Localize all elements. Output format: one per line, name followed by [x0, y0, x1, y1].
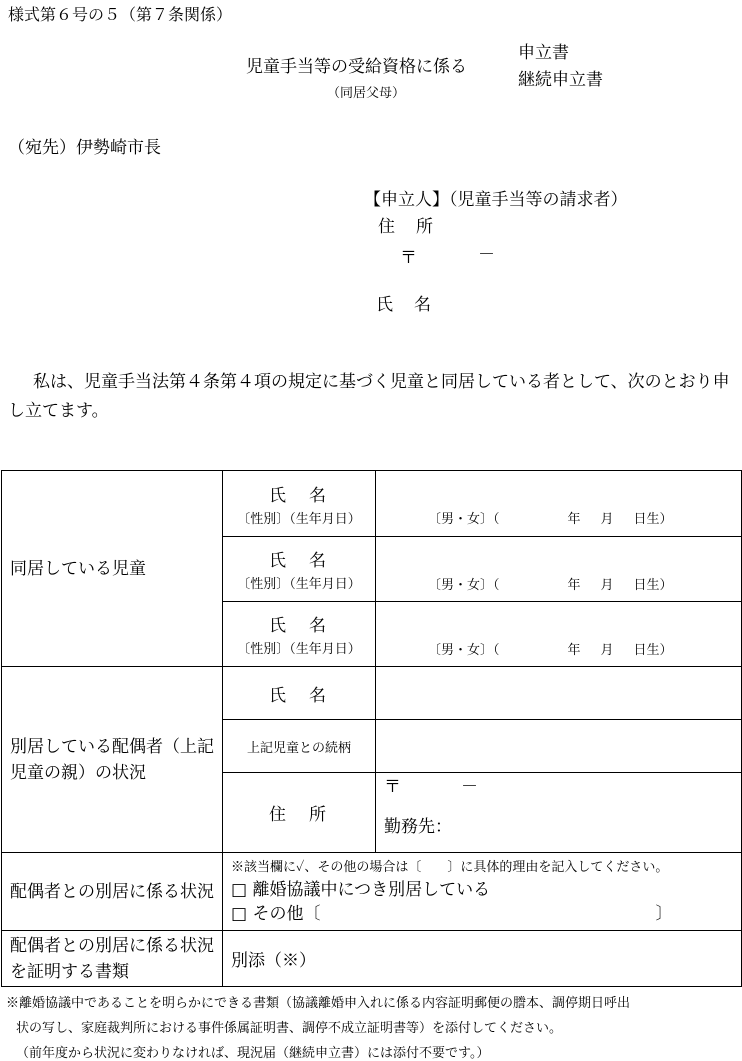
form-title: 児童手当等の受給資格に係る	[246, 57, 467, 77]
spouse-address-entry[interactable]	[376, 773, 742, 853]
child-year: 年	[567, 642, 581, 658]
child-gender-text: 〔男・女〕（	[428, 642, 500, 658]
spouse-address-label: 住 所	[223, 773, 376, 853]
spouse-name-entry[interactable]	[376, 667, 742, 720]
separation-option-other-close: 〕	[655, 903, 673, 924]
spouse-postal-mark: 〒	[384, 777, 401, 797]
spouse-section-label: 別居している配偶者（上記児童の親）の状況	[2, 667, 223, 853]
child-year: 年	[567, 577, 581, 593]
separation-option-divorce[interactable]: □ 離婚協議中につき別居している	[231, 879, 491, 900]
applicant-name-label: 氏 名	[376, 295, 433, 315]
spouse-workplace-label: 勤務先：	[384, 817, 452, 837]
applicant-heading: 【申立人】（児童手当等の請求者）	[364, 190, 628, 210]
child-month: 月	[600, 577, 614, 593]
child-month: 月	[600, 642, 614, 658]
child-2-label	[223, 537, 376, 602]
child-2-entry[interactable]	[376, 537, 742, 602]
spouse-relation-label: 上記児童との続柄	[223, 720, 376, 773]
form-subtitle: （同居父母）	[327, 86, 406, 101]
child-day: 日生）	[633, 512, 673, 527]
child-gender-text: 〔男・女〕（	[428, 512, 500, 527]
child-sub-label: 〔性別〕（生年月日）	[237, 642, 361, 657]
applicant-postal-dash: －	[478, 245, 495, 265]
spouse-relation-entry[interactable]	[376, 720, 742, 773]
proof-section-label: 配偶者との別居に係る状況を証明する書類	[2, 931, 223, 987]
child-name-label: 氏 名	[269, 551, 329, 571]
child-day: 日生）	[633, 642, 673, 658]
spouse-name-label: 氏 名	[223, 667, 376, 720]
separation-option-other-label: □ その他〔	[231, 903, 321, 924]
applicant-address-label: 住 所	[378, 217, 435, 237]
proof-value: 別添（※）	[223, 931, 742, 987]
separation-options	[223, 853, 742, 931]
footer-note-1: ※離婚協議中であることを明らかにできる書類（協議離婚申入れに係る内容証明郵便の謄本、調停期日呼出	[6, 996, 631, 1011]
child-name-label: 氏 名	[269, 616, 329, 636]
child-sub-label: 〔性別〕（生年月日）	[237, 577, 361, 592]
spouse-postal-dash: －	[461, 777, 478, 797]
statement: 私は、児童手当法第４条第４項の規定に基づく児童と同居している者として、次のとおり申し立てます。	[8, 372, 730, 421]
child-year: 年	[567, 512, 581, 527]
child-1-label	[223, 471, 376, 537]
separation-section-label: 配偶者との別居に係る状況	[2, 853, 223, 931]
title-option-application: 申立書	[518, 43, 569, 63]
children-section-label: 同居している児童	[2, 471, 223, 667]
child-day: 日生）	[633, 577, 673, 593]
application-table	[1, 470, 742, 987]
child-month: 月	[600, 512, 614, 527]
child-1-entry[interactable]	[376, 471, 742, 537]
child-3-entry[interactable]	[376, 602, 742, 667]
child-gender-text: 〔男・女〕（	[428, 577, 500, 593]
applicant-postal-mark: 〒	[400, 248, 417, 268]
form-id: 様式第６号の５（第７条関係）	[8, 5, 233, 24]
separation-instruction: ※該当欄に✓、その他の場合は〔 〕に具体的理由を記入してください。	[231, 859, 669, 875]
footer-note-3: （前年度から状況に変わりなければ、現況届（継続申立書）には添付不要です。）	[16, 1046, 490, 1061]
separation-option-other[interactable]	[231, 902, 741, 926]
footer-note-2: 状の写し、家庭裁判所における事件係属証明書、調停不成立証明書等）を添付してください。	[16, 1021, 563, 1036]
child-3-label	[223, 602, 376, 667]
child-name-label: 氏 名	[269, 485, 329, 506]
child-sub-label: 〔性別〕（生年月日）	[237, 511, 361, 527]
title-option-continuation: 継続申立書	[518, 70, 603, 90]
addressee: （宛先）伊勢崎市長	[8, 138, 161, 158]
